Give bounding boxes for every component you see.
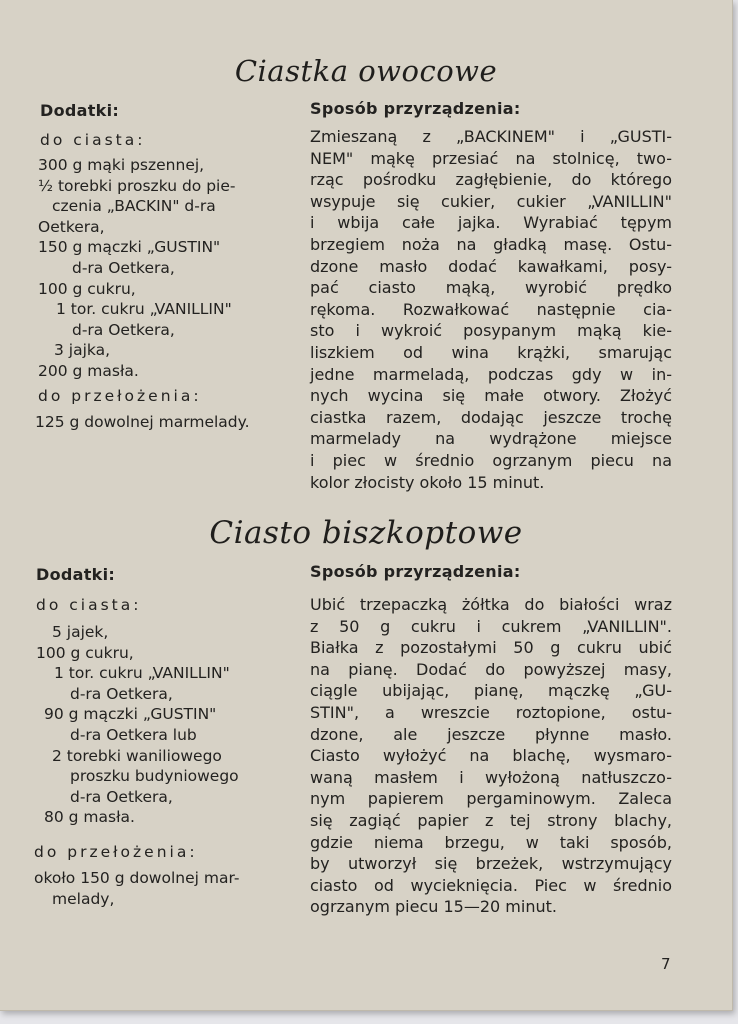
ingredient-line: proszku budyniowego [70, 767, 239, 786]
ingredient-line: 200 g masła. [38, 361, 139, 380]
ingredient-line: 300 g mąki pszennej, [38, 156, 205, 174]
dough-heading-2: do ciasta: [36, 596, 142, 614]
method-line: rękoma. Rozwałkować następnie cia- [310, 299, 672, 319]
method-line: z 50 g cukru i cukrem „VANILLIN". [310, 616, 672, 636]
ingredient-line: melady, [52, 889, 115, 908]
ingredient-line: d-ra Oetkera lub [70, 725, 197, 744]
method-line: jedne marmeladą, podczas gdy w in- [310, 364, 672, 384]
ingredient-line: d-ra Oetkera, [72, 258, 175, 277]
method-line: Ciasto wyłożyć na blachę, wysmaro- [310, 746, 672, 766]
ingredient-line: Oetkera, [38, 217, 105, 236]
dough-heading-1: do ciasta: [40, 131, 146, 149]
method-line: by utworzył się brzeżek, wstrzymujący [310, 854, 672, 874]
method-line: na pianę. Dodać do powyższej masy, [310, 659, 672, 679]
method-line: się zagiąć papier z tej strony blachy, [310, 810, 672, 830]
ingredient-line: 150 g mączki „GUSTIN" [38, 238, 221, 257]
method-line: Ubić trzepaczką żółtka do białości wraz [310, 595, 672, 614]
filling-heading-1: do przełożenia: [38, 387, 202, 405]
method-line: brzegiem noża na gładką masę. Ostu- [310, 234, 672, 254]
method-label-2: Sposób przyrządzenia: [310, 562, 521, 581]
method-line: dzone masło dodać kawałkami, posy- [310, 256, 672, 276]
ingredient-line: 2 torebki waniliowego [52, 746, 222, 765]
ingredient-line: d-ra Oetkera, [72, 320, 175, 339]
method-line: sto i wykroić posypanym mąką kie- [310, 321, 672, 341]
filling-ingredients-1 [35, 412, 250, 433]
method-line: ogrzanym piecu 15—20 minut. [310, 897, 557, 917]
ingredient-line: 90 g mączki „GUSTIN" [44, 705, 217, 724]
dough-ingredients-2 [36, 622, 239, 828]
ingredient-line: około 150 g dowolnej mar- [34, 869, 240, 887]
method-line: ciągle ubijając, pianę, mączkę „GU- [310, 681, 672, 701]
method-line: liszkiem od wina krążki, smarując [310, 342, 672, 362]
ingredient-line: czenia „BACKIN" d-ra [52, 197, 216, 216]
method-line: dzone, ale jeszcze płynne masło. [310, 724, 672, 744]
recipe-title-fruit-cookies: Ciastka owocowe [234, 54, 498, 88]
filling-ingredients-2 [34, 868, 239, 909]
ingredient-line: 125 g dowolnej marmelady. [35, 413, 250, 431]
ingredient-line: 100 g cukru, [36, 643, 134, 662]
ingredient-line: d-ra Oetkera, [70, 787, 173, 806]
method-line: pać ciasto mąką, wyrobić prędko [310, 278, 672, 298]
ingredients-label-1: Dodatki: [40, 101, 120, 120]
ingredient-line: 1 tor. cukru „VANILLIN" [56, 300, 232, 319]
ingredient-line: 3 jajka, [54, 341, 111, 360]
ingredient-line: d-ra Oetkera, [70, 684, 173, 703]
ingredient-line: 5 jajek, [52, 623, 109, 641]
method-line: NEM" mąkę przesiać na stolnicę, two- [310, 148, 672, 168]
method-line: nych wycina się małe otwory. Złożyć [310, 386, 672, 406]
method-line: nym papierem pergaminowym. Zaleca [310, 789, 672, 809]
ingredient-line: 1 tor. cukru „VANILLIN" [54, 664, 230, 683]
method-line: Białka z pozostałymi 50 g cukru ubić [310, 638, 672, 658]
page-number: 7 [661, 955, 671, 973]
method-line: i piec w średnio ogrzanym piecu na [310, 450, 672, 470]
method-line: ciasto od wycieknięcia. Piec w średnio [310, 875, 672, 895]
ingredient-line: ½ torebki proszku do pie- [38, 176, 236, 195]
method-label-1: Sposób przyrządzenia: [310, 99, 521, 118]
method-text-2 [310, 594, 672, 918]
dough-ingredients-1 [38, 155, 235, 382]
method-line: marmelady na wydrążone miejsce [310, 429, 672, 449]
method-line: i wbija całe jajka. Wyrabiać tępym [310, 213, 672, 233]
method-line: wsypuje się cukier, cukier „VANILLIN" [310, 191, 672, 211]
method-line: STIN", a wreszcie roztopione, ostu- [310, 702, 672, 722]
method-line: rząc pośrodku zagłębienie, do którego [310, 170, 672, 190]
method-line: Zmieszaną z „BACKINEM" i „GUSTI- [310, 127, 672, 146]
ingredient-line: 80 g masła. [44, 808, 135, 827]
method-line: kolor złocisty około 15 minut. [310, 472, 545, 492]
method-line: gdzie niema brzegu, w taki sposób, [310, 832, 672, 852]
ingredients-label-2: Dodatki: [36, 565, 116, 584]
method-line: ciastka razem, dodając jeszcze trochę [310, 407, 672, 427]
filling-heading-2: do przełożenia: [34, 843, 198, 861]
method-line: waną masłem i wyłożoną natłuszczo- [310, 767, 672, 787]
recipe-title-sponge-cake: Ciasto biszkoptowe [209, 515, 523, 551]
method-text-1 [310, 126, 672, 493]
ingredient-line: 100 g cukru, [38, 279, 136, 298]
